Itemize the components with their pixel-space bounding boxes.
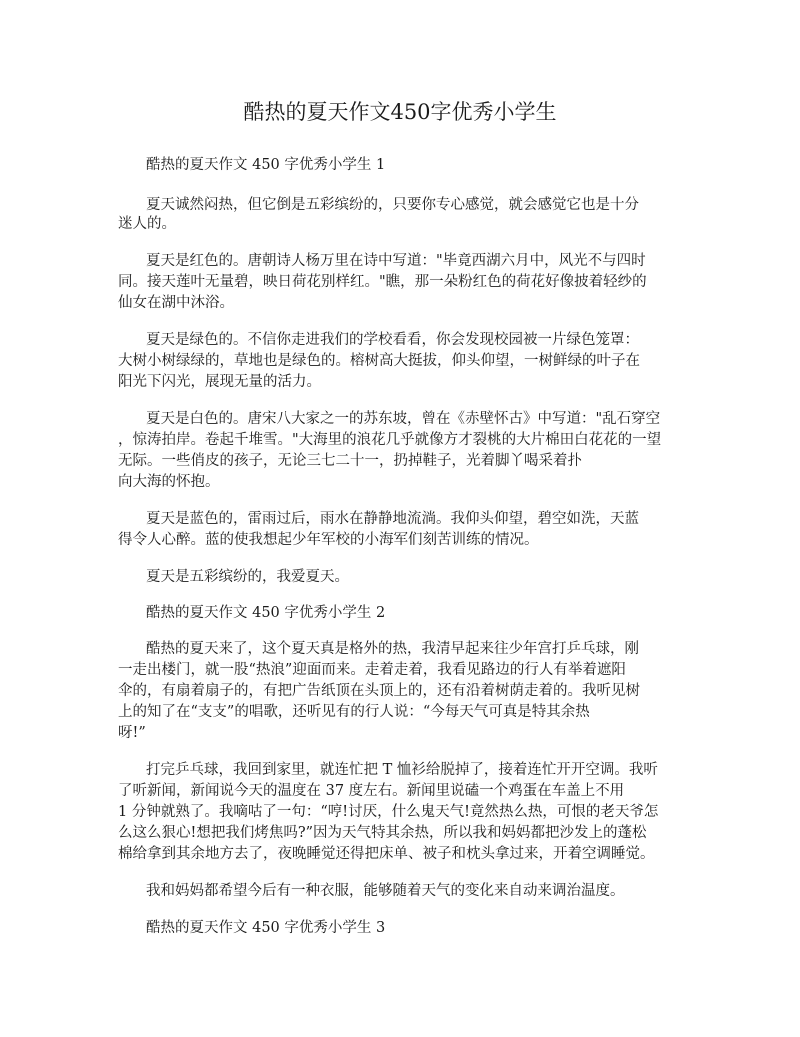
paragraph-line: 打完乒乓球，我回到家里，就连忙把 T 恤衫给脱掉了，接着连忙开开空调。我听	[146, 762, 658, 778]
paragraph-line: 1 分钟就熟了。我嘀咕了一句：“哼!讨厌，什么鬼天气!竟然热么热，可恨的老天爷怎	[118, 804, 659, 820]
paragraph-line: 夏天是白色的。唐宋八大家之一的苏东坡，曾在《赤壁怀古》中写道："乱石穿空	[146, 411, 661, 427]
paragraph-line: 我和妈妈都希望今后有一种衣服，能够随着天气的变化来自动来调治温度。	[146, 883, 625, 899]
paragraph-line: 酷热的夏天来了，这个夏天真是格外的热，我清早起来往少年宫打乒乓球，刚	[146, 641, 639, 657]
paragraph-line: 大树小树绿绿的，草地也是绿色的。榕树高大挺拔，仰头仰望，一树鲜绿的叶子在	[118, 353, 640, 369]
section-heading-3: 酷热的夏天作文 450 字优秀小学生 3	[146, 920, 386, 936]
section-heading-1: 酷热的夏天作文 450 字优秀小学生 1	[146, 157, 386, 173]
paragraph-line: 夏天是五彩缤纷的，我爱夏天。	[146, 569, 349, 585]
document-title: 酷热的夏天作文450字优秀小学生	[243, 100, 557, 124]
paragraph-line: 夏天是红色的。唐朝诗人杨万里在诗中写道："毕竟西湖六月中，风光不与四时	[146, 253, 646, 269]
paragraph-line: 夏天是蓝色的，雷雨过后，雨水在静静地流淌。我仰头仰望，碧空如洗，天蓝	[146, 511, 639, 527]
paragraph-line: 上的知了在“支支”的唱歌，还听见有的行人说：“今每天气可真是特其余热	[118, 704, 590, 720]
paragraph-line: 阳光下闪光，展现无量的活力。	[118, 374, 321, 390]
paragraph-line: 同。接天莲叶无量碧，映日荷花别样红。"瞧，那一朵粉红色的荷花好像披着轻纱的	[118, 274, 647, 290]
paragraph-line: 一走出楼门，就一股“热浪”迎面而来。走着走着，我看见路边的行人有举着遮阳	[118, 662, 626, 678]
paragraph-line: 迷人的。	[118, 216, 176, 232]
paragraph-line: ，惊涛拍岸。卷起千堆雪。"大海里的浪花几乎就像方才裂桃的大片棉田白花花的一望	[118, 432, 662, 448]
paragraph-line: 得令人心醉。蓝的使我想起少年军校的小海军们刻苦训练的情况。	[118, 532, 539, 548]
paragraph-line: 夏天是绿色的。不信你走进我们的学校看看，你会发现校园被一片绿色笼罩：	[146, 332, 639, 348]
paragraph-line: 向大海的怀抱。	[118, 474, 220, 490]
paragraph-line: 呀!”	[118, 725, 146, 741]
paragraph-line: 棉给拿到其余地方去了，夜晚睡觉还得把床单、被子和枕头拿过来，开着空调睡觉。	[118, 846, 655, 862]
section-heading-2: 酷热的夏天作文 450 字优秀小学生 2	[146, 605, 386, 621]
paragraph-line: 仙女在湖中沐浴。	[118, 295, 234, 311]
paragraph-line: 无际。一些俏皮的孩子，无论三七二十一，扔掉鞋子，光着脚丫喝采着扑	[118, 453, 582, 469]
paragraph-line: 伞的，有扇着扇子的，有把广告纸顶在头顶上的，还有沿着树荫走着的。我听见树	[118, 683, 640, 699]
paragraph-line: 了听新闻，新闻说今天的温度在 37 度左右。新闻里说磕一个鸡蛋在车盖上不用	[118, 783, 625, 799]
paragraph-line: 么这么狠心!想把我们烤焦吗?”因为天气特其余热，所以我和妈妈都把沙发上的蓬松	[118, 825, 647, 841]
paragraph-line: 夏天诚然闷热，但它倒是五彩缤纷的，只要你专心感觉，就会感觉它也是十分	[146, 197, 639, 213]
